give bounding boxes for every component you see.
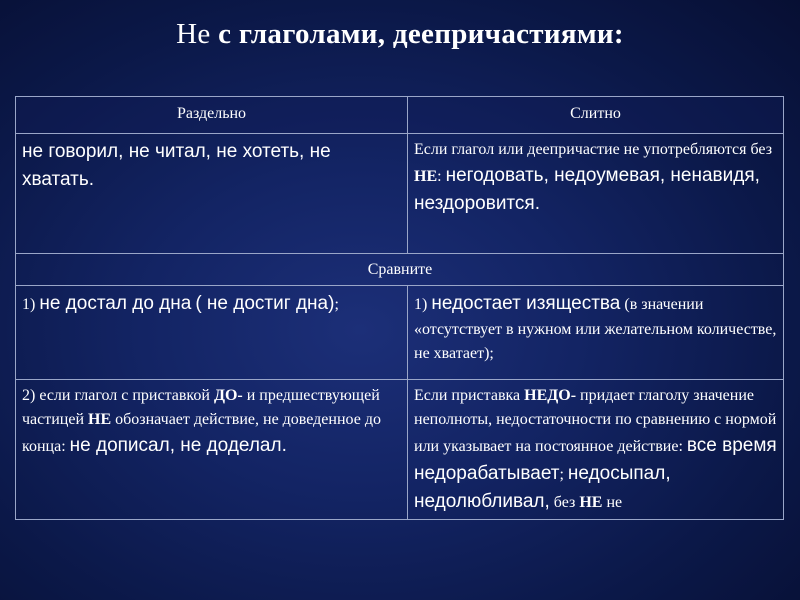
nedo-prefix: НЕДО-: [524, 387, 577, 404]
header-separate: Раздельно: [16, 97, 408, 134]
ne-particle: НЕ: [88, 411, 112, 428]
rule-text: Если глагол или деепричастие не употребляются без: [414, 141, 773, 158]
together-examples: негодовать, недоумевая, ненавидя, нездоровится.: [414, 165, 760, 214]
cell-together-nedo: [408, 380, 784, 520]
nedo-rule-a: Если приставка: [414, 387, 521, 404]
compare-label: Сравните: [16, 254, 784, 286]
header-together: Слитно: [408, 97, 784, 134]
colon: :: [437, 168, 442, 185]
cell-separate-do: [16, 380, 408, 520]
do-rule-b: и предшествующей частицей: [22, 387, 380, 428]
separate-compare-example: не достал до дна: [39, 293, 192, 314]
separate-examples: не говорил, не читал, не хотеть, не хватать.: [22, 141, 331, 190]
table-row: [16, 380, 784, 520]
cell-together-rule: [408, 134, 784, 254]
together-compare-example: недостает изящества: [431, 293, 621, 314]
compare-row: [16, 254, 784, 286]
nedo-example-2: недосыпал, недолюбливал,: [414, 463, 671, 512]
table-row: [16, 286, 784, 380]
do-rule-c: обозначает действие, не доведенное до конца:: [22, 411, 381, 455]
do-examples: не дописал, не доделал.: [69, 435, 287, 456]
ne-particle: НЕ: [579, 494, 603, 511]
cell-together-compare: [408, 286, 784, 380]
title-prefix: Не: [176, 18, 211, 50]
page-title: [0, 18, 800, 51]
semicolon: ;: [334, 296, 339, 313]
do-rule-a: 2) если глагол с приставкой: [22, 387, 210, 404]
item-number: 1): [414, 296, 428, 313]
nedo-rule-b: придает глаголу значение неполноты, недостаточности по сравнению с нормой или указывает на постоянное действие:: [414, 387, 777, 455]
nedo-rule-c: без: [553, 494, 576, 511]
nedo-example-1: все время недорабатывает: [414, 435, 777, 484]
nedo-rule-d: не: [606, 494, 623, 511]
rules-table: [15, 96, 784, 520]
ne-particle: НЕ: [414, 168, 438, 185]
together-compare-explanation: (в значении «отсутствует в нужном или желательном количестве, не хватает);: [414, 296, 777, 362]
cell-separate-examples: [16, 134, 408, 254]
item-number: 1): [22, 296, 36, 313]
do-prefix: ДО-: [213, 387, 243, 404]
semicolon: ;: [559, 466, 564, 483]
table-row: [16, 134, 784, 254]
table-header-row: [16, 97, 784, 134]
separate-compare-paren: ( не достиг дна): [195, 293, 335, 314]
cell-separate-compare: [16, 286, 408, 380]
title-main: с глаголами, деепричастиями:: [218, 18, 624, 50]
